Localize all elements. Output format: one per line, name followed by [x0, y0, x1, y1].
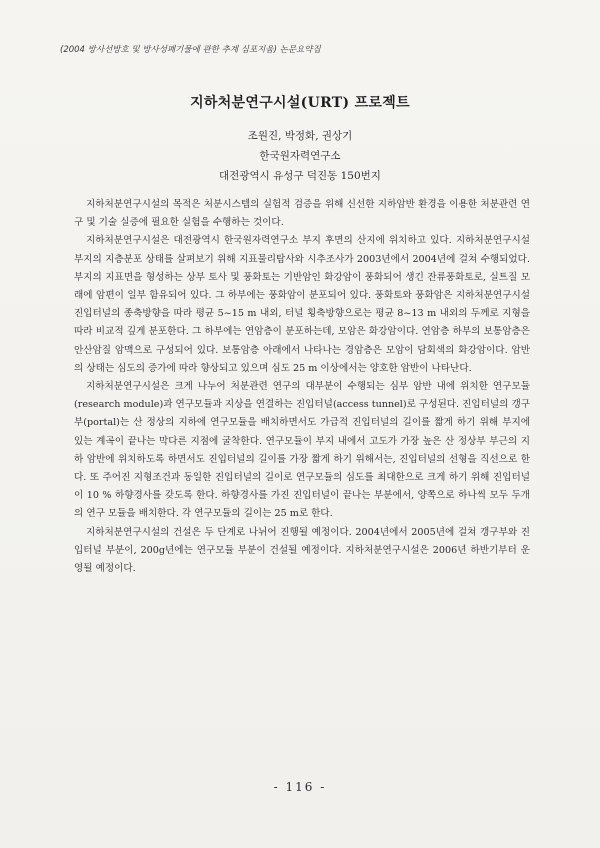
paper-title: 지하처분연구시설(URT) 프로젝트 — [190, 95, 410, 111]
paragraph-purpose: 지하처분연구시설의 목적은 처분시스템의 실험적 검증을 위해 신선한 지하암반 환경을 이용한 처분관련 연구 및 기술 실증에 필요한 실험을 수행하는 것이다. — [74, 199, 530, 229]
page-number: - 116 - — [273, 780, 327, 794]
paragraph-schedule: 지하처분연구시설의 건설은 두 단계로 나뉘어 진행될 예정이다. 2004년에서 2005년에 걸쳐 갱구부와 진입터널 부분이, 200g년에는 연구모듈 부분이 건설될 예정이다. 지하처분연구시설은 2006년 하반기부터 운영될 예정이다. — [74, 526, 530, 575]
affiliation: 한국원자력연구소 — [259, 150, 341, 162]
abstract-body — [74, 196, 530, 578]
paragraph-site-geology: 지하처분연구시설은 대전광역시 한국원자력연구소 부지 후면의 산지에 위치하고 있다. 지하처분연구시설 부지의 지층분포 상태를 살펴보기 위해 지표물리탐사와 시추조사가 2003년에서 2004년에 걸쳐 수행되었다. 부지의 지표면을 형성하는 상부 토사 및 풍화토는 기반암인 화강암이 풍화되어 생긴 잔류풍화토로, 실트질 모래에 암편이 일부 함유되어 있다. 그 하부에는 풍화암이 분포되어 있다. 풍화토와 풍화암은 지하처분연구시설 진입터널의 종축방향을 따라 평균 5~15 m 내외, 터널 횡축방향으로는 평균 8~13 m 내외의 두께로 지형을 따라 비교적 깊게 분포한다. 그 하부에는 연암층이 분포하는데, 모암은 화강암이다. 연암층 하부의 보통암층은 안산암질 암맥으로 구성되어 있다. 보통암층 아래에서 나타나는 경암층은 모암이 담회색의 화강암이다. 암반의 상태는 심도의 증가에 따라 향상되고 있으며 심도 25 m 이상에서는 양호한 암반이 나타난다. — [74, 235, 530, 374]
proceedings-header: (2004 방사선방호 및 방사성폐기물에 관한 추계 심포지움) 논문요약집 — [60, 45, 321, 55]
paragraph-layout: 지하처분연구시설은 크게 나누어 처분관련 연구의 대부분이 수행되는 심부 암반 내에 위치한 연구모듈(research module)과 연구모듈과 지상을 연결하는 진입터널(access tunnel)로 구성된다. 진입터널의 갱구부(portal)는 산 정상의 지하에 연구모듈을 배치하면서도 가급적 진입터널의 길이를 짧게 하기 위해 부지에 있는 계곡이 끝나는 막다른 지점에 굴착한다. 연구모듈이 부지 내에서 고도가 가장 높은 산 정상부 부근의 지하 암반에 위치하도록 하면서도 진입터널의 길이를 가장 짧게 하기 위해서는, 진입터널의 선형을 직선으로 한다. 또 주어진 지형조건과 동일한 진입터널의 길이로 연구모듈의 심도를 최대한으로 크게 하기 위해 진입터널이 10 % 하향경사를 갖도록 한다. 하향경사를 가진 진입터널이 끝나는 부분에서, 양쪽으로 하나씩 모두 두개의 연구 모듈을 배치한다. 각 연구모듈의 길이는 25 m로 한다. — [74, 381, 531, 520]
author-block — [0, 126, 600, 186]
authors: 조원진, 박정화, 권상기 — [247, 130, 353, 142]
address: 대전광역시 유성구 덕진동 150번지 — [219, 170, 381, 182]
